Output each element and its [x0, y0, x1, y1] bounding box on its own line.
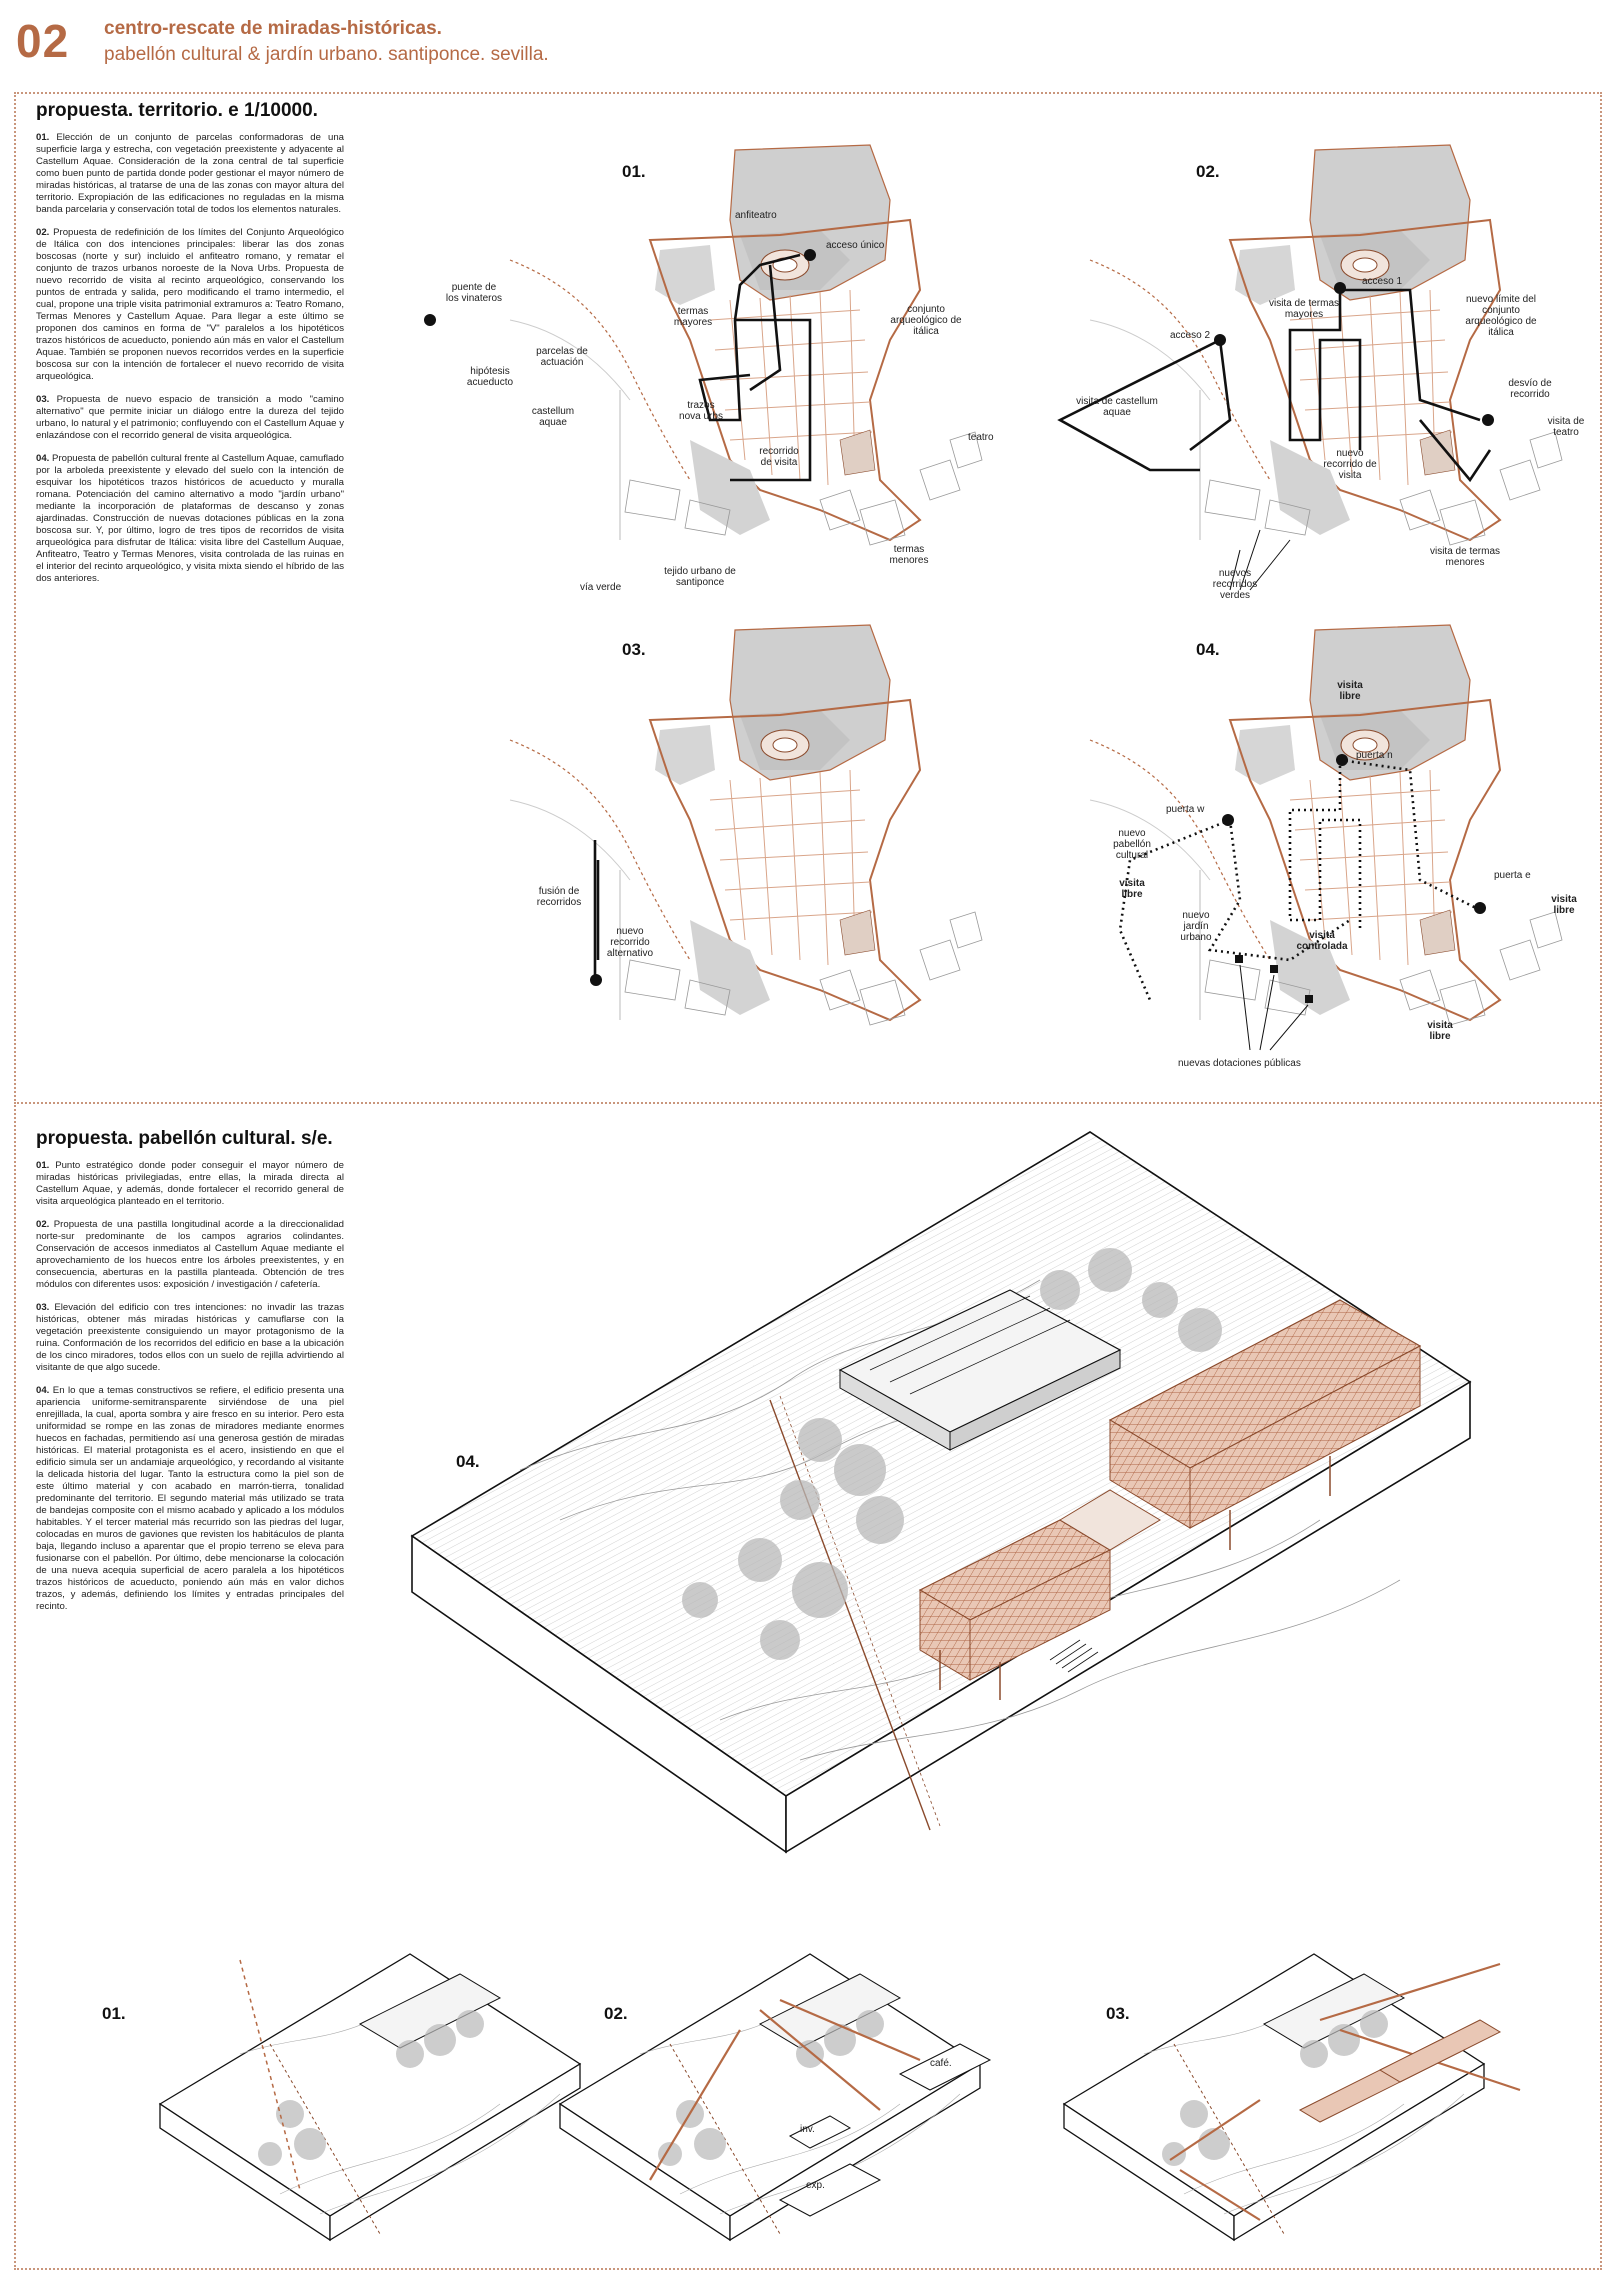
map-annotation: visita libre [1337, 680, 1363, 702]
map-annotation: visita de teatro [1547, 416, 1585, 438]
axo-label: 04. [456, 1452, 480, 1471]
axo-label: 02. [604, 2004, 628, 2023]
territory-map-03 [510, 600, 511, 601]
map-annotation: teatro [968, 432, 994, 443]
map-annotation: fusión de recorridos [536, 886, 582, 908]
map-annotation: puente de los vinateros [445, 282, 503, 304]
axo-label: 01. [102, 2004, 126, 2023]
map-annotation: nuevos recorridos verdes [1212, 568, 1258, 601]
map-annotation: visita de termas menores [1429, 546, 1501, 568]
territory-text [36, 132, 344, 596]
map-annotation: visita de termas mayores [1268, 298, 1340, 320]
pavilion-paragraph: 01. Punto estratégico donde poder conseguir el mayor número de miradas históricas privilegiadas, entre ellas, la mirada directa al Castellum Aquae, y además, donde fortalecer el recorrido general de visita arqueológica planteado en el territorio. [36, 1160, 344, 1207]
map-annotation: visita libre [1551, 894, 1577, 916]
axo-label: 03. [1106, 2004, 1130, 2023]
map-annotation: vía verde [580, 582, 622, 593]
map-annotation: nuevo pabellón cultural [1113, 828, 1151, 861]
map-annotation: puerta w [1166, 804, 1205, 815]
map-annotation: acceso 1 [1362, 276, 1403, 287]
territory-map-04 [1090, 600, 1091, 601]
map-annotation: puerta n [1356, 750, 1393, 761]
territory-title: propuesta. territorio. e 1/10000. [36, 100, 318, 121]
module-tag: exp. [806, 2180, 825, 2191]
pavilion-paragraph: 02. Propuesta de una pastilla longitudinal acorde a la direccionalidad norte-sur predominante de los campos agrarios colindantes. Conservación de accesos inmediatos al Castellum Aquae mediante el aprovechamiento de los huecos entre los árboles preexistentes, y en consecuencia, aberturas en la pastilla planteada. Obtención de tres módulos con diferentes usos: exposición / investigación / cafetería. [36, 1219, 344, 1290]
map-label: 01. [622, 162, 646, 181]
map-annotation: parcelas de actuación [536, 346, 588, 368]
map-annotation: nuevo recorrido alternativo [606, 926, 654, 959]
pavilion-title: propuesta. pabellón cultural. s/e. [36, 1128, 333, 1149]
map-annotation: nuevo recorrido de visita [1323, 448, 1377, 481]
map-annotation: conjunto arqueológico de itálica [890, 304, 962, 337]
map-annotation: visita controlada [1296, 930, 1348, 952]
territory-paragraph: 04. Propuesta de pabellón cultural frente al Castellum Aquae, camuflado por la arboleda preexistente y elevado del suelo con la intención de esquivar los hipotéticos trazos históricos de acueducto y muralla romana. Potenciación del camino alternativo a modo "jardín urbano" mediante la incorporación de plataformas de descanso y zonas ajardinadas. Construcción de nuevas dotaciones públicas en la zona boscosa sur. Y, por último, logro de tres tipos de recorridos de visita arqueológica para disfrutar de Itálica: visita libre del Castellum Auquae, Anfiteatro, Teatro y Termas Menores, visita controlada de las ruinas en el interior del recinto arqueológico, y visita mixta siendo el híbrido de las dos anteriores. [36, 453, 344, 584]
sheet-number: 02 [16, 15, 70, 67]
module-tag: café. [930, 2058, 952, 2069]
territory-paragraph: 03. Propuesta de nuevo espacio de transición a modo "camino alternativo" que permite iniciar un diálogo entre la dureza del tejido urbano, lo natural y el patrimonio; confluyendo con el Castellum Aquae y enlazándose con el recorrido general de visita arqueológica. [36, 394, 344, 441]
map-annotation: visita libre [1119, 878, 1145, 900]
map-annotation: trazos nova urbs [679, 400, 723, 422]
map-annotation: desvío de recorrido [1508, 378, 1552, 400]
territory-paragraph: 02. Propuesta de redefinición de los límites del Conjunto Arqueológico de Itálica con dos intenciones principales: liberar las dos zonas boscosas (norte y sur) incluido el anfiteatro romano, y rematar el conjunto de trazos urbanos noroeste de la Nova Urbs. Propuesta de nuevo recorrido de visita al recinto arqueológico, conservando los puntos de entrada y salida, pero modificando el tramo intermedio, el cual, propone una triple visita patrimonial extramuros a: Teatro Romano, Termas Menores y Castellum Aquae. Para llegar a este último se proponen dos caminos en forma de "V" paralelos a los hipotéticos trazos históricos de acueducto, poniendo aún más en valor el Castellum Aquae. También se proponen nuevos recorridos verdes en la superficie boscosa sur con la intención de fortalecer el nuevo recorrido de visita arqueológica. [36, 227, 344, 382]
module-tag: inv. [800, 2124, 815, 2135]
map-annotation: tejido urbano de santiponce [664, 566, 736, 588]
map-annotation: nuevo jardín urbano [1180, 910, 1212, 943]
map-annotation: nuevas dotaciones públicas [1178, 1058, 1301, 1069]
map-annotation: termas mayores [673, 306, 713, 328]
sheet-subtitle: pabellón cultural & jardín urbano. santiponce. sevilla. [104, 44, 549, 65]
map-annotation: nuevo límite del conjunto arqueológico de itálica [1465, 294, 1537, 338]
small-axonometrics [0, 0, 1, 1]
map-annotation: visita libre [1427, 1020, 1453, 1042]
pavilion-text [36, 1160, 344, 1624]
map-label: 03. [622, 640, 646, 659]
map-annotation: termas menores [889, 544, 929, 566]
map-annotation: puerta e [1494, 870, 1531, 881]
map-annotation: castellum aquae [531, 406, 575, 428]
territory-paragraph: 01. Elección de un conjunto de parcelas conformadoras de una superficie larga y estrecha, con vegetación preexistente y adyacente al Castellum Aquae. Consideración de la zona central de tal superficie como buen punto de partida donde poder gestionar el mayor número de miradas históricas, al tratarse de una de las zonas con mayor altura del territorio. Expropiación de las edificaciones no reguladas en la misma banda parcelaria y conservación total de todos los elementos naturales. [36, 132, 344, 215]
map-label: 04. [1196, 640, 1220, 659]
map-annotation: acceso 2 [1170, 330, 1211, 341]
territory-map-02 [1090, 120, 1091, 121]
map-annotation: recorrido de visita [759, 446, 799, 468]
map-annotation: acceso único [826, 240, 885, 251]
map-annotation: hipótesis acueducto [466, 366, 514, 388]
territory-map-01 [510, 120, 511, 121]
pavilion-paragraph: 04. En lo que a temas constructivos se refiere, el edificio presenta una apariencia uniforme-semitransparente sirviéndose de una piel enrejillada, la cual, aporta sombra y aire fresco en su interior. Pero esta uniformidad se rompe en las zonas de miradores mediante enormes huecos en fachadas, permitiendo así una generosa gestión de miradas históricas. El material protagonista es el acero, insistiendo en que el edificio simula ser un andamiaje arqueológico, y recordando al visitante la delicada historia del lugar. Tanto la estructura como la piel son de este último material y con acabado en marrón-tierra, tonalidad predominante del territorio. El segundo material más utilizado se trata de bandejas composite con el mismo acabado y aplicado a los módulos habitables. Y el tercer material más recurrido son las piedras del lugar, colocadas en muros de gaviones que revisten los habitáculos de planta baja, llegando incluso a aparentar que el propio terreno se eleva para fusionarse con el pabellón. Por último, debe mencionarse la colocación de una nueva acequia superficial de acero paralela a los hipotéticos trazos históricos de acueducto, poniendo aún más en valor dichos trazos, y además, definiendo los límites y entradas principales del recinto. [36, 1385, 344, 1612]
map-annotation: visita de castellum aquae [1076, 396, 1158, 418]
map-label: 02. [1196, 162, 1220, 181]
map-annotation: anfiteatro [735, 210, 777, 221]
pavilion-paragraph: 03. Elevación del edificio con tres intenciones: no invadir las trazas históricas, obtener más miradas históricas y camuflarse con la vegetación preexistente consiguiendo un mayor protagonismo de la ruina. Conformación de los recorridos del edificio en base a la ubicación de los cinco miradores, todos ellos con un suelo de rejilla advirtiendo al visitante de que algo sucede. [36, 1302, 344, 1373]
sheet-title: centro-rescate de miradas-históricas. [104, 18, 442, 39]
